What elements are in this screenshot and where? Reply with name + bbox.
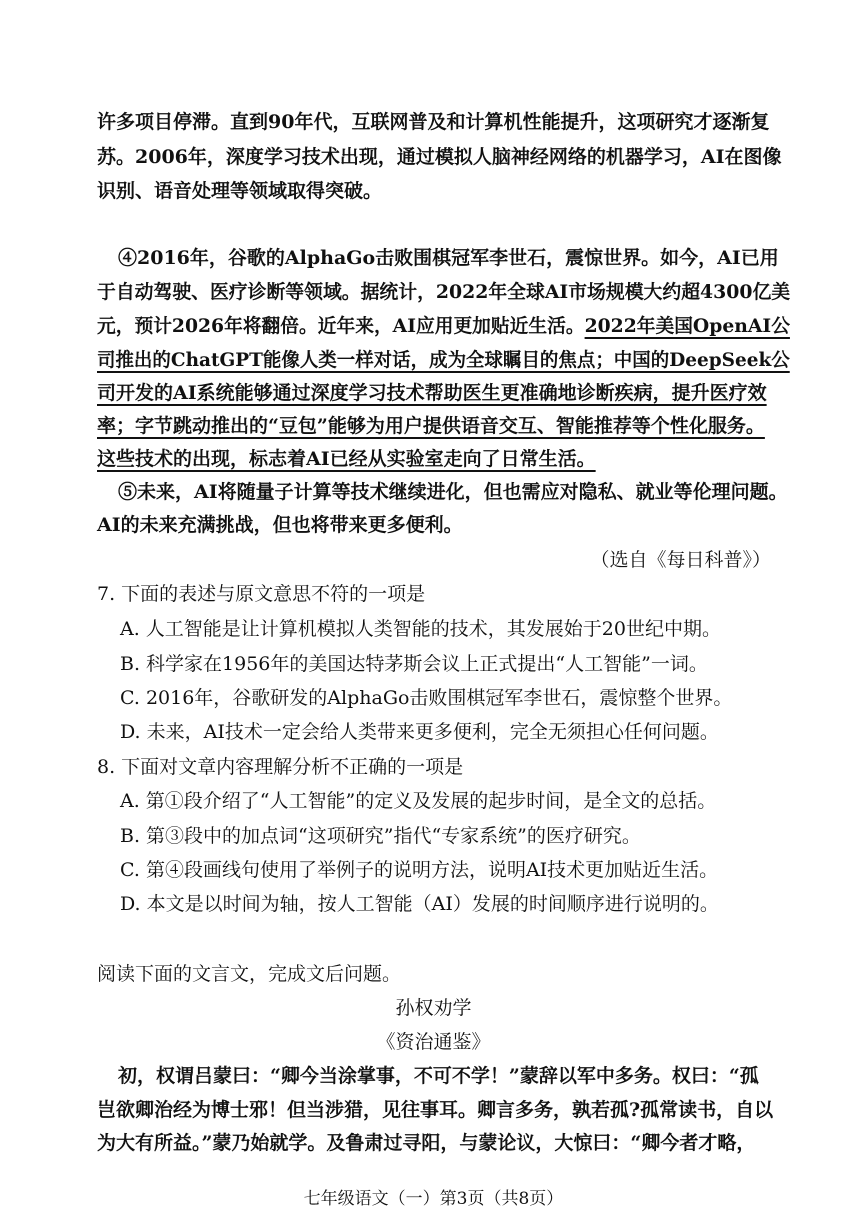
passage-line-1: 许多项目停滞。直到90年代，互联网普及和计算机性能提升，这项研究才逐渐复 [97, 111, 770, 133]
passage-line-6 [97, 314, 790, 338]
underlined-line-2: 司推出的ChatGPT能像人类一样对话，成为全球瞩目的焦点；中国的DeepSeek公 [97, 349, 790, 371]
question-7-option-a: A. 人工智能是让计算机模拟人类智能的技术，其发展始于20世纪中期。 [120, 618, 721, 640]
passage-line-2: 苏。2006年，深度学习技术出现，通过模拟人脑神经网络的机器学习，AI在图像 [97, 146, 782, 168]
classical-line-3: 为大有所益。”蒙乃始就学。及鲁肃过寻阳，与蒙论议，大惊曰：“卿今者才略， [97, 1132, 756, 1154]
classical-title: 孙权劝学 [395, 997, 472, 1019]
passage-source: （选自《每日科普》） [590, 549, 771, 571]
question-7-option-c: C. 2016年，谷歌研发的AlphaGo击败围棋冠军李世石，震惊整个世界。 [120, 687, 733, 709]
question-8-stem: 8. 下面对文章内容理解分析不正确的一项是 [97, 756, 464, 778]
page-footer: 七年级语文（一）第3页（共8页） [303, 1189, 564, 1209]
passage-line-5: 于自动驾驶、医疗诊断等领域。据统计，2022年全球AI市场规模大约超4300亿美 [97, 281, 791, 303]
classical-line-2: 岂欲卿治经为博士邪！但当涉猎，见往事耳。卿言多务，孰若孤?孤常读书，自以 [97, 1099, 774, 1121]
question-7-stem: 7. 下面的表述与原文意思不符的一项是 [97, 583, 426, 605]
classical-source: 《资治通鉴》 [376, 1031, 491, 1053]
underlined-sentence-start: 2022年美国OpenAI公 [584, 315, 790, 337]
question-8-option-b: B. 第③段中的加点词“这项研究”指代“专家系统”的医疗研究。 [120, 825, 641, 847]
underlined-line-5: 这些技术的出现，标志着AI已经从实验室走向了日常生活。 [97, 448, 596, 470]
passage-line-6-text: 元，预计2026年将翻倍。近年来，AI应用更加贴近生活。 [97, 315, 585, 337]
passage-line-4: ④2016年，谷歌的AlphaGo击败围棋冠军李世石，震惊世界。如今，AI已用 [118, 247, 779, 269]
underlined-line-3: 司开发的AI系统能够通过深度学习技术帮助医生更准确地诊断疾病，提升医疗效 [97, 382, 767, 404]
classical-line-1: 初，权谓吕蒙曰：“卿今当涂掌事，不可不学！”蒙辞以军中多务。权曰：“孤 [118, 1065, 759, 1087]
classical-instruction: 阅读下面的文言文，完成文后问题。 [97, 963, 402, 985]
question-8-option-d: D. 本文是以时间为轴，按人工智能（AI）发展的时间顺序进行说明的。 [120, 893, 719, 915]
passage-line-3: 识别、语音处理等领域取得突破。 [97, 180, 383, 202]
question-8-option-a: A. 第①段介绍了“人工智能”的定义及发展的起步时间，是全文的总括。 [120, 790, 717, 812]
underlined-line-4: 率；字节跳动推出的“豆包”能够为用户提供语音交互、智能推荐等个性化服务。 [97, 415, 765, 437]
question-7-option-b: B. 科学家在1956年的美国达特茅斯会议上正式提出“人工智能”一词。 [120, 653, 708, 675]
question-8-option-c: C. 第④段画线句使用了举例子的说明方法，说明AI技术更加贴近生活。 [120, 859, 719, 881]
passage-line-8: AI的未来充满挑战，但也将带来更多便利。 [97, 514, 463, 536]
question-7-option-d: D. 未来，AI技术一定会给人类带来更多便利，完全无须担心任何问题。 [120, 721, 719, 743]
passage-line-7: ⑤未来，AI将随量子计算等技术继续进化，但也需应对隐私、就业等伦理问题。 [118, 481, 788, 503]
